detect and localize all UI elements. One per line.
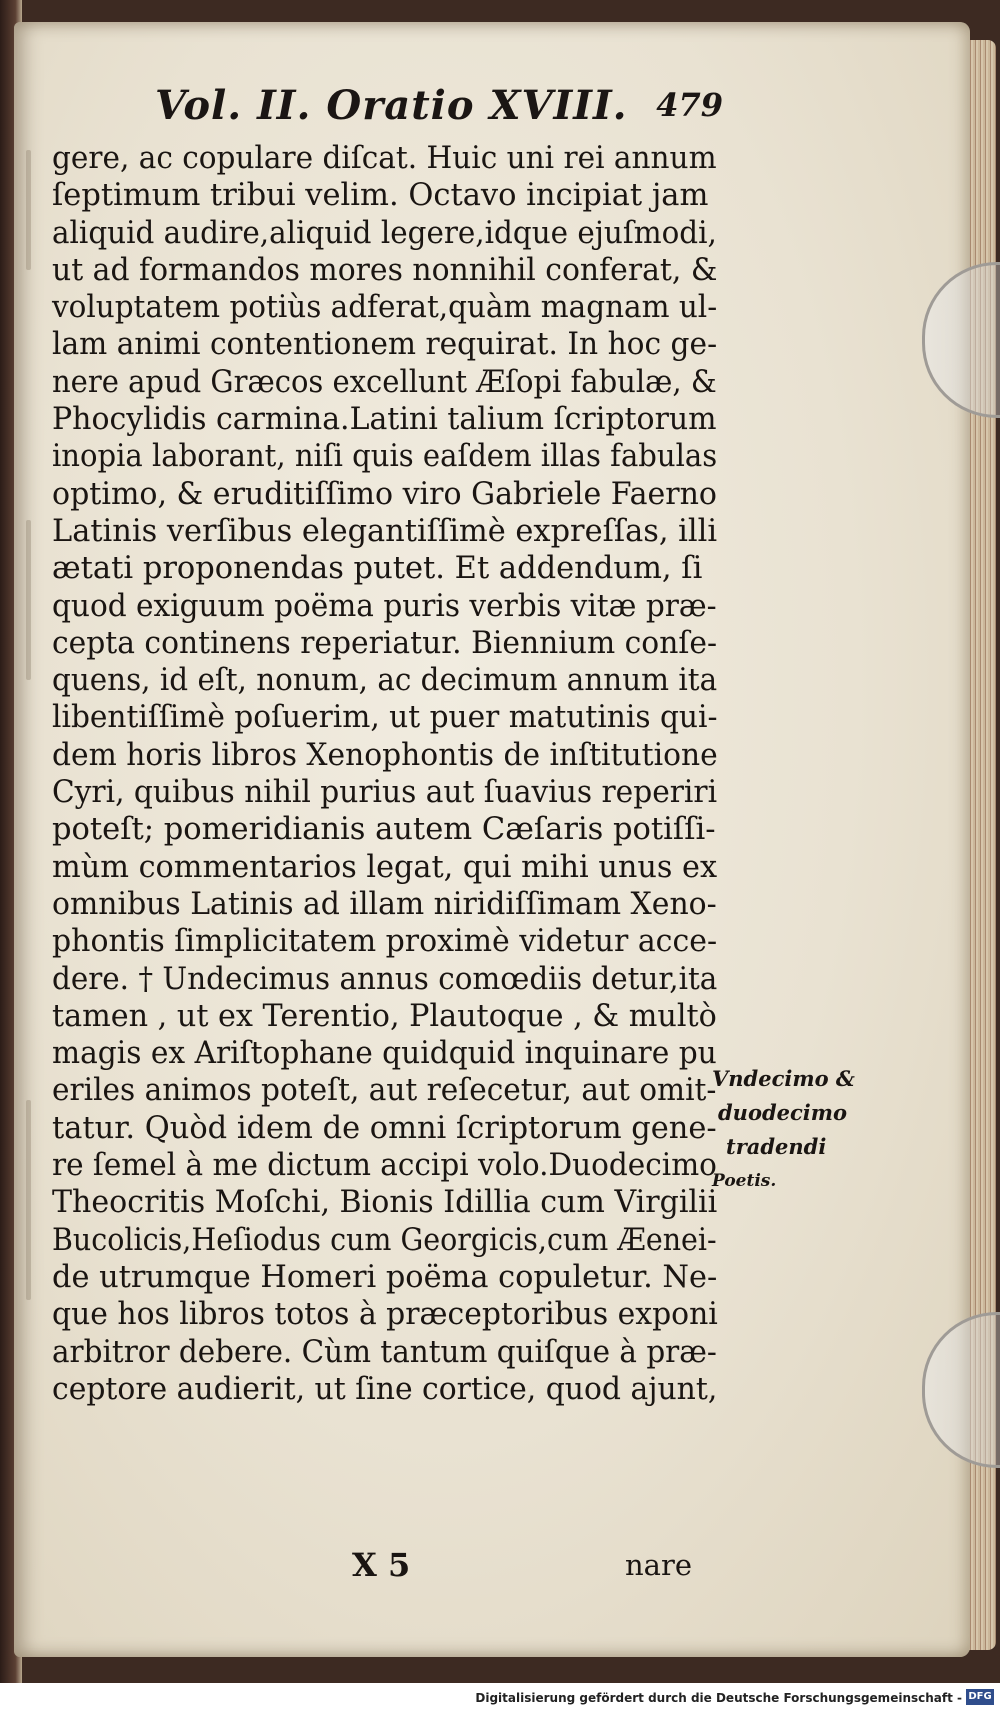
text-line: dem horis libros Xenophontis de inſtitutione <box>52 737 718 773</box>
text-line: quod exiguum poëma puris verbis vitæ præ- <box>52 588 717 624</box>
text-line: Latinis verſibus elegantiſſimè expreſſas, illi <box>52 513 718 549</box>
text-line: tatur. Quòd idem de omni ſcriptorum gene- <box>52 1110 717 1146</box>
text-line: nere apud Græcos excellunt Æſopi fabulæ, & <box>52 364 717 400</box>
running-title: Vol. II. Oratio XVIII. <box>155 82 628 129</box>
page-footer <box>52 1546 692 1590</box>
text-line: aliquid audire,aliquid legere,idque ejuſmodi, <box>52 215 717 251</box>
text-line: gere, ac copulare diſcat. Huic uni rei annum <box>52 141 717 176</box>
edge-mark <box>26 150 31 270</box>
text-line: ut ad formandos mores nonnihil conferat, & <box>52 252 718 288</box>
text-line: quens, id eſt, nonum, ac decimum annum ita <box>52 663 718 699</box>
marginal-note <box>712 1062 862 1198</box>
marginal-note-line: duodecimo <box>718 1100 847 1125</box>
signature-mark: X 5 <box>352 1546 411 1584</box>
text-line: Cyri, quibus nihil purius aut ſuavius reperiri <box>52 775 718 811</box>
text-line: optimo, & eruditiſſimo viro Gabriele Faerno <box>52 476 717 512</box>
text-line: poteſt; pomeridianis autem Cæſaris potiſſi- <box>52 812 716 848</box>
digitization-credit: Digitalisierung gefördert durch die Deutsche Forschungsgemeinschaft - <box>475 1691 962 1705</box>
text-line: arbitror debere. Cùm tantum quiſque à præ- <box>52 1334 717 1370</box>
text-line: voluptatem potiùs adferat,quàm magnam ul- <box>52 290 718 326</box>
marginal-note-line: Poetis. <box>712 1171 777 1191</box>
text-line: lam animi contentionem requirat. In hoc ge- <box>52 327 718 363</box>
text-line: inopia laborant, niſi quis eaſdem illas fabulas <box>52 439 718 475</box>
text-line: eriles animos poteſt, aut reſecetur, aut omit- <box>52 1073 717 1109</box>
text-line: ceptore audierit, ut ſine cortice, quod ajunt, <box>52 1371 718 1407</box>
text-line: Bucolicis,Heſiodus cum Georgicis,cum Æenei- <box>52 1222 717 1258</box>
dfg-logo: DFG <box>966 1689 994 1705</box>
text-line: ætati proponendas putet. Et addendum, ſi <box>52 551 703 587</box>
text-line: ſeptimum tribui velim. Octavo incipiat jam <box>52 178 709 214</box>
text-line: phontis ſimplicitatem proximè videtur acce- <box>52 924 718 960</box>
page-header <box>55 82 723 138</box>
text-line: Theocritis Moſchi, Bionis Idillia cum Virgilii <box>52 1185 718 1221</box>
page-number: 479 <box>656 86 723 124</box>
text-line: tamen , ut ex Terentio, Plautoque , & multò <box>52 998 717 1034</box>
main-text-block <box>52 140 717 1408</box>
marginal-note-line: Vndecimo & <box>712 1066 855 1091</box>
edge-mark <box>26 520 31 680</box>
text-line: Phocylidis carmina.Latini talium ſcriptorum <box>52 402 717 438</box>
text-line: de utrumque Homeri poëma copuletur. Ne- <box>52 1259 718 1295</box>
text-line: omnibus Latinis ad illam niridiſſimam Xeno- <box>52 886 717 922</box>
catchword: nare <box>625 1548 692 1582</box>
edge-mark <box>26 1100 31 1300</box>
text-line: libentiſſimè poſuerim, ut puer matutinis qui- <box>52 700 718 736</box>
text-line: dere. † Undecimus annus comœdiis detur,ita <box>52 961 718 997</box>
text-line: cepta continens reperiatur. Biennium conſe- <box>52 625 718 661</box>
text-line: magis ex Ariſtophane quidquid inquinare pu <box>52 1036 717 1072</box>
text-line: que hos libros totos à præceptoribus exponi <box>52 1297 718 1333</box>
marginal-note-line: tradendi <box>726 1134 827 1159</box>
text-line: mùm commentarios legat, qui mihi unus ex <box>52 849 718 885</box>
text-line: re ſemel à me dictum accipi volo.Duodecimo <box>52 1148 717 1184</box>
